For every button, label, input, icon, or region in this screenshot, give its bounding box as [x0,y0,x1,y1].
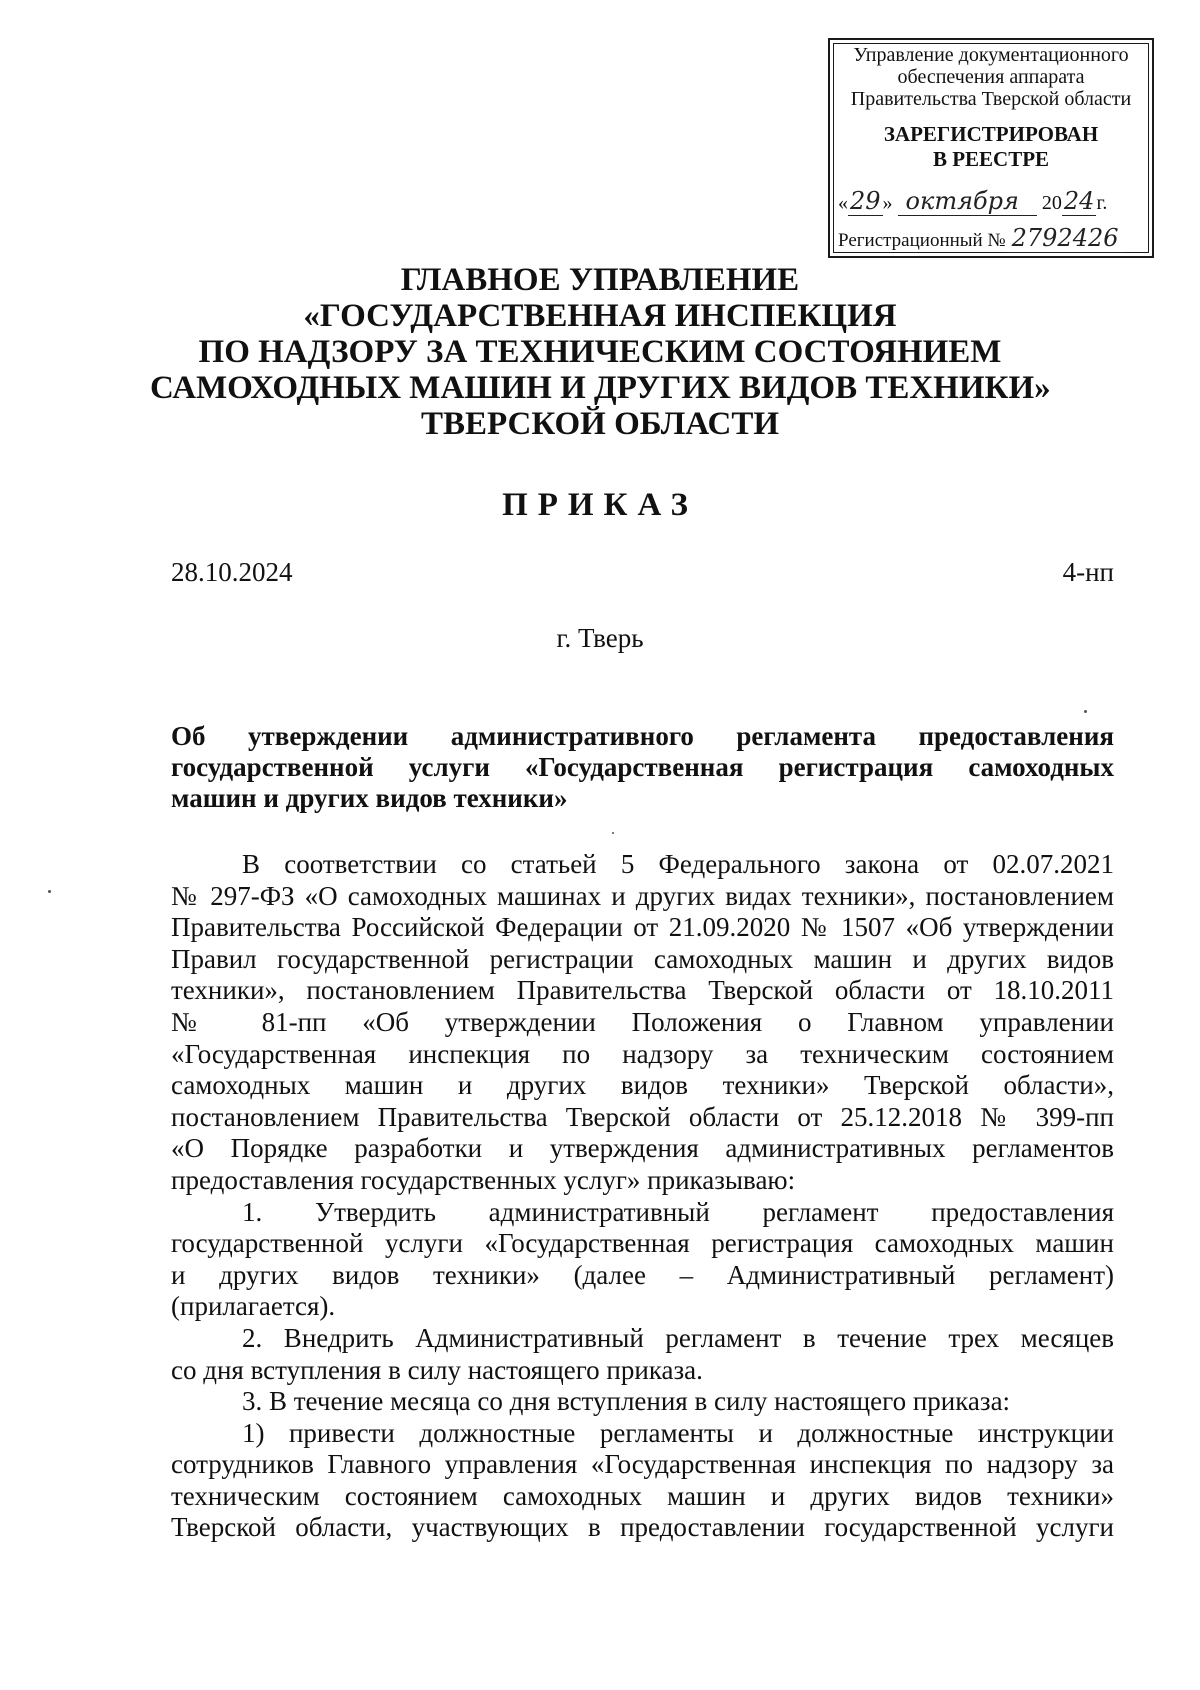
stamp-number-label: Регистрационный № [838,230,1006,251]
body-line: № 81-пп «Об утверждении Положения о Главном управлении [171,1006,1114,1037]
body-line: 1) привести должностные регламенты и должностные инструкции [242,1417,1114,1448]
stamp-number-line [838,224,1148,252]
document-city: г. Тверь [556,623,644,653]
registration-stamp [828,38,1154,258]
body-line: № 297-ФЗ «О самоходных машинах и других видах техники», постановлением [171,880,1114,911]
stamp-date-year-suffix: 24 [1063,187,1095,215]
body-line: В соответствии со статьей 5 Федерального закона от 02.07.2021 [242,849,1114,879]
body-line: 1. Утвердить административный регламент предоставления [242,1196,1114,1227]
stamp-org-line: Управление документационного [853,44,1129,66]
document-date: 28.10.2024 [171,557,293,587]
stamp-quote-close: » [882,192,893,214]
subject-line: Об утверждении административного регламента предоставления [171,721,1114,751]
document-number: 4-нп [1062,557,1114,587]
body-line: «О Порядке разработки и утверждения административных регламентов [171,1133,1114,1164]
agency-line: ГЛАВНОЕ УПРАВЛЕНИЕ [400,262,800,298]
scan-speck [1084,710,1087,713]
agency-line: ПО НАДЗОРУ ЗА ТЕХНИЧЕСКИМ СОСТОЯНИЕМ [198,334,1002,370]
stamp-date-day: 29 [850,187,881,215]
body-line: сотрудников Главного управления «Государственная инспекция по надзору за [171,1449,1114,1480]
scan-speck [48,890,51,893]
body-line: предоставления государственных услуг» приказываю: [171,1164,796,1195]
agency-line: САМОХОДНЫХ МАШИН И ДРУГИХ ВИДОВ ТЕХНИКИ» [150,370,1051,406]
stamp-date-year-end: г. [1096,192,1108,214]
stamp-date-month: октября [898,187,1037,216]
document-body [171,849,1114,1544]
body-line: «Государственная инспекция по надзору за техническим состоянием [171,1038,1114,1069]
stamp-reg-line: ЗАРЕГИСТРИРОВАН [883,122,1099,146]
subject-line: машин и других видов техники» [171,783,568,813]
body-line: Тверской области, участвующих в предоставлении государственной услуги [171,1512,1114,1543]
body-line: Правительства Российской Федерации от 21.09.2020 № 1507 «Об утверждении [171,912,1114,943]
stamp-number-value: 2792426 [1006,224,1125,253]
stamp-org-line: Правительства Тверской области [850,88,1132,110]
stamp-org-line: обеспечения аппарата [897,66,1085,88]
document-type-title: ПРИКАЗ [502,487,698,523]
body-line: со дня вступления в силу настоящего приказа. [171,1354,703,1385]
agency-heading [150,262,1050,442]
body-line: постановлением Правительства Тверской области от 25.12.2018 № 399-пп [171,1101,1114,1132]
body-line: техники», постановлением Правительства Тверской области от 18.10.2011 [171,975,1114,1006]
subject-line: государственной услуги «Государственная регистрация самоходных [171,752,1114,782]
stamp-date-line [838,187,1148,215]
body-line: самоходных машин и других видов техники» Тверской области», [171,1070,1114,1101]
stamp-quote-open: « [838,192,848,214]
document-subject [171,721,1114,814]
scan-speck [612,832,614,834]
body-line: Правил государственной регистрации самоходных машин и других видов [171,943,1114,974]
stamp-reg-line: В РЕЕСТРЕ [932,147,1050,171]
body-line: техническим состоянием самоходных машин и других видов техники» [171,1480,1114,1511]
body-line: и других видов техники» (далее – Административный регламент) [171,1259,1114,1290]
stamp-inner-border [833,43,1149,253]
body-line: государственной услуги «Государственная регистрация самоходных машин [171,1228,1114,1259]
agency-line: ТВЕРСКОЙ ОБЛАСТИ [420,406,780,442]
body-line: 3. В течение месяца со дня вступления в силу настоящего приказа: [242,1386,1011,1417]
stamp-date-year-prefix: 20 [1041,192,1062,214]
body-line: (прилагается). [171,1291,336,1322]
agency-line: «ГОСУДАРСТВЕННАЯ ИНСПЕКЦИЯ [303,298,897,334]
body-line: 2. Внедрить Административный регламент в течение трех месяцев [242,1322,1114,1353]
